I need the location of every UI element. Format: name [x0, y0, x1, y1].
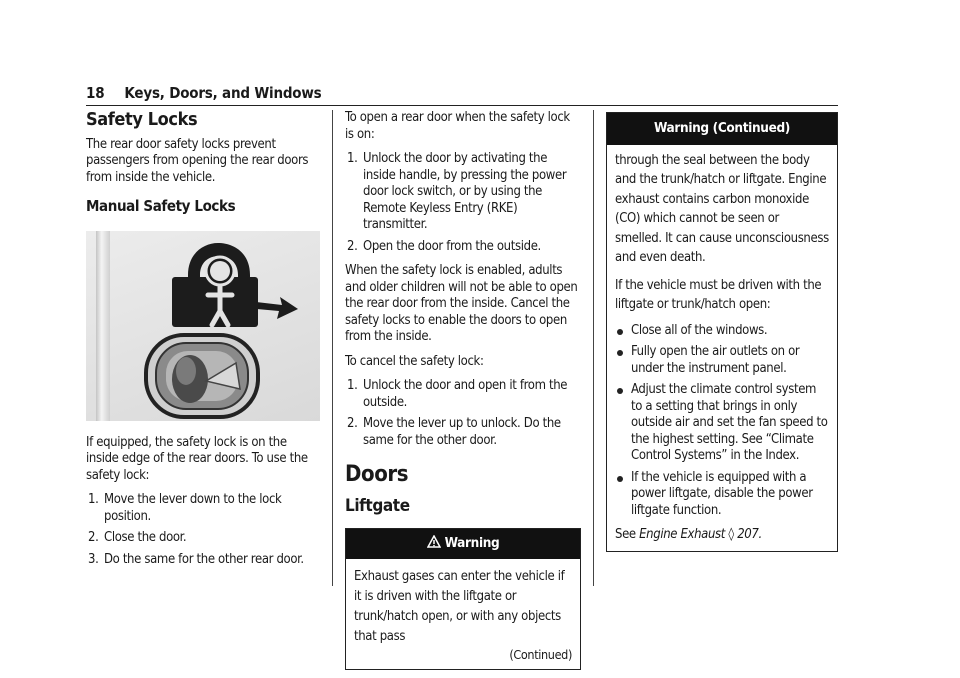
list-item: If the vehicle is equipped with a power liftgate, disable the power liftgate function. [615, 470, 829, 520]
column-2 [345, 110, 581, 670]
warning-text: through the seal between the body and the trunk/hatch or liftgate. Engine exhaust contains carbon monoxide (CO) which cannot be seen or smelled. It can cause unconsciousness and even death. [615, 152, 829, 265]
page-reference[interactable]: 207. [737, 527, 762, 542]
list-item: 1. Unlock the door by activating the inside handle, by pressing the power door lock switch, or by using the Remote Keyless Entry (RKE) transmitter. [347, 151, 567, 232]
liftgate-title: Liftgate [345, 495, 410, 516]
safety-lock-illustration [86, 231, 320, 421]
warning-header [346, 529, 580, 559]
warning-title: Warning [444, 535, 500, 551]
column-1 [86, 110, 320, 576]
column-divider [332, 110, 333, 586]
column-3 [606, 110, 838, 552]
warning-icon [427, 535, 441, 549]
list-item: Fully open the air outlets on or under the instrument panel. [615, 344, 829, 377]
cancel-steps-list [345, 378, 581, 449]
cross-reference-link[interactable]: Engine Exhaust [639, 527, 726, 542]
intro-paragraph: The rear door safety locks prevent passengers from opening the rear doors from inside the vehicle. [86, 136, 309, 185]
open-intro: To open a rear door when the safety lock is on: [345, 110, 570, 142]
list-item: Close all of the windows. [615, 323, 829, 340]
list-item: 2. Move the lever up to unlock. Do the same for the other door. [347, 416, 561, 448]
subsection-title: Manual Safety Locks [86, 197, 236, 215]
list-item: 2. Open the door from the outside. [347, 238, 541, 254]
list-item: 3. Do the same for the other rear door. [88, 551, 304, 567]
enabled-paragraph: When the safety lock is enabled, adults and older children will not be able to open the rear door from the inside. Cancel the safety locks to enable the doors to open from the inside. [345, 263, 578, 344]
see-reference: See Engine Exhaust ◊ 207. [615, 527, 762, 542]
list-item: Adjust the climate control system to a setting that brings in only outside air and set the fan speed to the highest setting. See “Climate Control Systems” in the Index. [615, 382, 829, 465]
open-steps-list [345, 151, 581, 255]
lock-steps-list [86, 492, 320, 568]
page-header [86, 84, 838, 106]
warning-text: Exhaust gases can enter the vehicle if it is driven with the liftgate or trunk/hatch open, or with any objects that pass [354, 568, 565, 644]
warning-box [345, 528, 581, 670]
doors-title: Doors [345, 462, 409, 487]
continued-label: (Continued) [509, 646, 572, 662]
list-item: 1. Move the lever down to the lock position. [88, 492, 282, 524]
warning-continued-header: Warning (Continued) [607, 113, 837, 145]
cancel-intro: To cancel the safety lock: [345, 353, 484, 369]
list-item: 2. Close the door. [88, 530, 187, 545]
column-divider [593, 110, 594, 586]
chapter-title: Keys, Doors, and Windows [124, 84, 322, 102]
section-title: Safety Locks [86, 109, 198, 130]
child-lock-icon [86, 231, 320, 421]
list-item: 1. Unlock the door and open it from the outside. [347, 378, 568, 410]
location-paragraph: If equipped, the safety lock is on the inside edge of the rear doors. To use the safety lock: [86, 434, 308, 483]
warning-bullet-list [615, 323, 829, 520]
warning-text: If the vehicle must be driven with the liftgate or trunk/hatch open: [615, 277, 822, 312]
warning-continued-box [606, 112, 838, 552]
page-reference-icon: ◊ [728, 527, 734, 542]
page-number: 18 [86, 84, 105, 102]
